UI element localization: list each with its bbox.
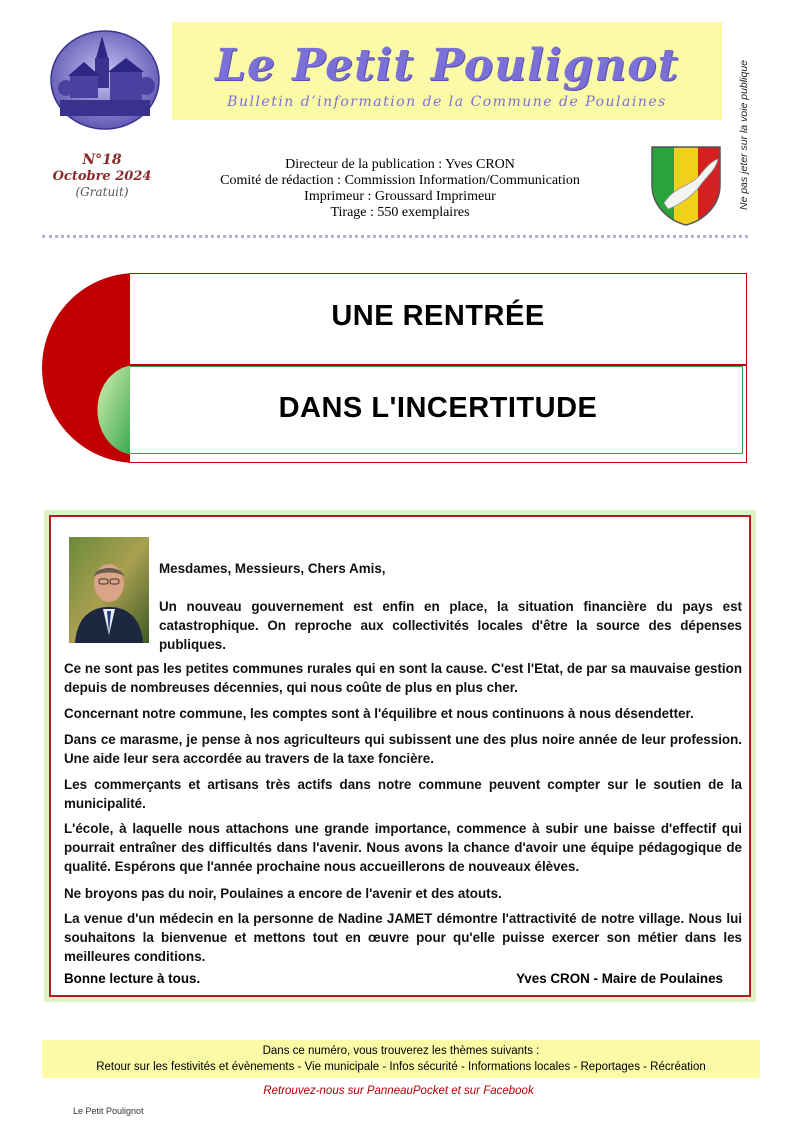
headline-box-bottom bbox=[130, 365, 747, 463]
mayor-photo bbox=[69, 537, 149, 643]
commune-seal-logo bbox=[50, 30, 160, 130]
coat-of-arms-icon bbox=[650, 145, 722, 227]
side-note: Ne pas jeter sur la voie publique bbox=[738, 59, 750, 210]
social-links-note: Retrouvez-nous sur PanneauPocket et sur Facebook bbox=[263, 1085, 534, 1097]
newsletter-title: Le Petit Poulignot bbox=[215, 40, 679, 91]
themes-list: Retour sur les festivités et évènements - Vie municipale - Infos sécurité - Informations locales - Reportages - Récréation bbox=[96, 1061, 706, 1073]
credit-director: Directeur de la publication : Yves CRON bbox=[285, 157, 515, 172]
header-divider bbox=[42, 235, 748, 238]
issue-info bbox=[52, 152, 152, 199]
headline-line-1: UNE RENTRÉE bbox=[331, 300, 545, 332]
credit-committee: Comité de rédaction : Commission Information/Communication bbox=[220, 173, 580, 188]
themes-intro: Dans ce numéro, vous trouverez les thèmes suivants : bbox=[262, 1045, 540, 1057]
editorial-paragraph: Dans ce marasme, je pense à nos agriculteurs qui subissent une des plus noire année de leur profession. Une aide leur sera accordée au travers de la taxe foncière. bbox=[64, 732, 742, 766]
editorial-paragraph: L'école, à laquelle nous attachons une grande importance, commence à subir une baisse d'effectif qui pourrait entraîner des difficultés dans l'avenir. Nous avons la chance d'avoir une équipe pédagogique de qualité. Espérons que l'année prochaine nous accueillerons de nouveaux élèves. bbox=[64, 821, 742, 874]
editorial-paragraph: Ne broyons pas du noir, Poulaines a encore de l'avenir et des atouts. bbox=[64, 886, 502, 901]
themes-box bbox=[42, 1040, 760, 1078]
footer-publication-name: Le Petit Poulignot bbox=[73, 1106, 144, 1116]
editorial-paragraph: La venue d'un médecin en la personne de Nadine JAMET démontre l'attractivité de notre village. Nous lui souhaitons la bienvenue et mettons tout en œuvre pour qu'elle puisse exercer son métier dans les meilleures conditions. bbox=[64, 911, 742, 964]
editorial-paragraph: Les commerçants et artisans très actifs dans notre commune peuvent compter sur le soutien de la municipalité. bbox=[64, 777, 742, 811]
editorial-box bbox=[49, 515, 751, 997]
issue-date: Octobre 2024 bbox=[52, 169, 152, 184]
editorial-closing: Bonne lecture à tous. bbox=[64, 971, 201, 986]
editorial-paragraph: Ce ne sont pas les petites communes rurales qui en sont la cause. C'est l'Etat, de par sa mauvaise gestion depuis de nombreuses décennies, qui nous coûte de plus en plus cher. bbox=[64, 661, 742, 695]
headline-box-top bbox=[130, 273, 747, 365]
issue-number: N°18 bbox=[82, 152, 122, 168]
editorial-paragraph: Concernant notre commune, les comptes sont à l'équilibre et nous continuons à nous désendetter. bbox=[64, 706, 694, 721]
editorial-signature: Yves CRON - Maire de Poulaines bbox=[516, 971, 723, 986]
editorial-paragraph: Un nouveau gouvernement est enfin en place, la situation financière du pays est catastrophique. On reproche aux collectivités locales d'être la source des dépenses publiques. bbox=[159, 599, 742, 652]
newsletter-subtitle: Bulletin d’information de la Commune de Poulaines bbox=[227, 94, 667, 110]
credit-printer: Imprimeur : Groussard Imprimeur bbox=[304, 189, 496, 204]
credit-print-run: Tirage : 550 exemplaires bbox=[330, 205, 470, 220]
editorial-frame bbox=[44, 510, 756, 1002]
publication-credits bbox=[200, 157, 600, 221]
issue-price: (Gratuit) bbox=[75, 185, 129, 199]
headline-line-2: DANS L'INCERTITUDE bbox=[278, 392, 598, 424]
masthead bbox=[172, 22, 722, 120]
headline-decoration bbox=[42, 273, 136, 463]
editorial-greeting: Mesdames, Messieurs, Chers Amis, bbox=[159, 561, 386, 576]
